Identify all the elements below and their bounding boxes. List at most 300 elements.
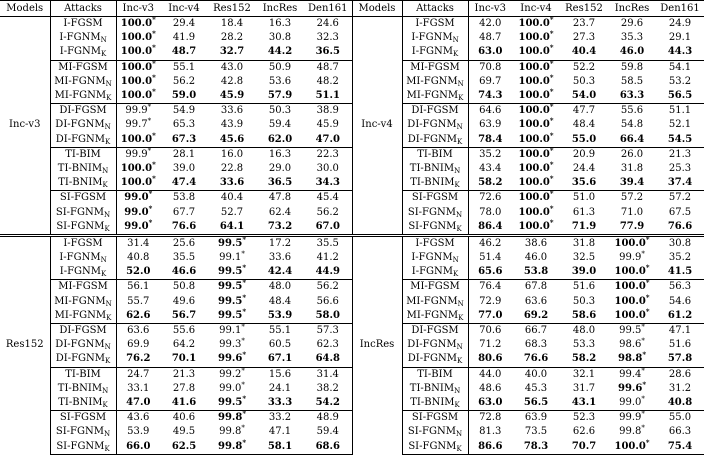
cell-value: 33.6	[268, 252, 292, 264]
value-cell-right	[512, 265, 560, 280]
attack-label: DI-FGNM	[55, 353, 106, 365]
cell-value: 56.5	[667, 90, 693, 102]
header-den161-left: Den161	[304, 1, 352, 17]
cell-value: 58.1	[267, 440, 293, 452]
attack-name-left	[50, 17, 116, 32]
value-cell-left	[208, 251, 256, 265]
value-cell-left	[160, 235, 208, 251]
cell-value: 99.0*	[124, 217, 153, 232]
cell-value: 44.3	[667, 46, 693, 58]
value-cell-right	[656, 280, 704, 295]
value-cell-left	[256, 31, 304, 45]
cell-value: 64.8	[315, 353, 340, 365]
attack-subscript: N	[456, 343, 463, 352]
attack-name-right	[402, 235, 468, 251]
cell-value: 30.8	[268, 32, 292, 44]
cell-value: 100.0*	[518, 145, 554, 160]
cell-value: 32.3	[316, 32, 339, 44]
cell-value: 52.7	[220, 206, 244, 218]
cell-value: 46.0	[619, 46, 645, 58]
cell-value: 45.9	[316, 119, 339, 131]
value-cell-left	[208, 45, 256, 60]
value-cell-left	[208, 205, 256, 219]
asterisk-mark: *	[549, 102, 554, 112]
cell-value: 99.9*	[125, 103, 152, 117]
cell-value: 48.4	[268, 295, 292, 307]
cell-value: 67.1	[267, 353, 293, 365]
cell-value: 78.3	[523, 440, 549, 452]
value-cell-right	[560, 60, 608, 75]
value-cell-left	[304, 191, 352, 206]
value-cell-right	[468, 75, 512, 89]
cell-value: 47.0	[126, 396, 151, 408]
value-cell-left	[256, 367, 304, 382]
value-cell-left	[256, 17, 304, 32]
value-cell-left	[304, 338, 352, 352]
value-cell-right	[468, 265, 512, 280]
value-cell-left	[116, 191, 160, 206]
cell-value: 22.3	[316, 148, 339, 160]
value-cell-left	[304, 425, 352, 439]
attack-name-right	[402, 176, 468, 191]
attack-name-right	[402, 309, 468, 324]
value-cell-right	[468, 133, 512, 148]
cell-value: 70.8	[479, 61, 502, 73]
cell-value: 71.2	[479, 339, 502, 351]
cell-value: 58.2	[571, 353, 597, 365]
value-cell-right	[512, 295, 560, 309]
cell-value: 38.9	[316, 105, 339, 117]
cell-value: 56.2	[316, 206, 339, 218]
attack-subscript: K	[102, 181, 108, 190]
value-cell-right	[560, 338, 608, 352]
cell-value: 46.6	[171, 266, 197, 278]
cell-value: 56.7	[171, 309, 197, 321]
cell-value: 55.1	[268, 325, 292, 337]
attack-name-right	[402, 205, 468, 219]
attack-name-right	[402, 323, 468, 338]
attack-label: DI-FGNM	[407, 353, 458, 365]
cell-value: 35.3	[620, 32, 644, 44]
cell-value: 76.6	[171, 220, 197, 232]
asterisk-mark: *	[147, 146, 152, 155]
cell-value: 62.4	[268, 206, 292, 218]
value-cell-left	[160, 425, 208, 439]
cell-value: 100.0*	[614, 306, 650, 321]
attack-name-left	[50, 280, 116, 295]
value-cell-left	[160, 411, 208, 426]
value-cell-right	[608, 31, 656, 45]
cell-value: 44.2	[267, 46, 293, 58]
value-cell-left	[304, 31, 352, 45]
attack-name-left	[50, 265, 116, 280]
cell-value: 100.0*	[518, 72, 554, 87]
value-cell-right	[656, 60, 704, 75]
cell-value: 48.7	[316, 61, 339, 73]
attack-name-right	[402, 191, 468, 206]
cell-value: 64.6	[479, 105, 502, 117]
cell-value: 62.0	[267, 133, 293, 145]
value-cell-left	[304, 352, 352, 367]
value-cell-left	[116, 352, 160, 367]
attack-subscript: K	[453, 50, 459, 59]
cell-value: 54.5	[667, 133, 693, 145]
asterisk-mark: *	[152, 174, 156, 184]
cell-value: 63.0	[478, 46, 503, 58]
cell-value: 27.3	[572, 32, 596, 44]
cell-value: 99.5*	[619, 323, 645, 337]
cell-value: 24.4	[572, 162, 596, 174]
asterisk-mark: *	[242, 292, 247, 302]
attack-label: I-FGNM	[411, 252, 453, 264]
value-cell-right	[656, 439, 704, 454]
value-cell-right	[608, 367, 656, 382]
attack-label: DI-FGSM	[411, 105, 459, 117]
cell-value: 57.2	[620, 192, 644, 204]
value-cell-right	[656, 396, 704, 411]
value-cell-left	[160, 220, 208, 236]
cell-value: 47.1	[268, 426, 292, 438]
asterisk-mark: *	[242, 278, 247, 288]
value-cell-right	[468, 338, 512, 352]
cell-value: 41.6	[171, 396, 197, 408]
cell-value: 38.6	[524, 237, 548, 249]
cell-value: 43.6	[127, 412, 150, 424]
cell-value: 61.2	[667, 309, 693, 321]
value-cell-right	[560, 220, 608, 236]
asterisk-mark: *	[241, 337, 245, 346]
cell-value: 72.8	[479, 412, 502, 424]
value-cell-right	[468, 352, 512, 367]
attack-subscript: N	[102, 386, 109, 395]
value-cell-right	[512, 367, 560, 382]
value-cell-left	[160, 191, 208, 206]
value-cell-right	[608, 60, 656, 75]
attack-label: MI-FGNM	[406, 75, 458, 87]
cell-value: 44.0	[479, 368, 502, 380]
value-cell-right	[468, 205, 512, 219]
attack-name-right	[402, 367, 468, 382]
value-cell-right	[560, 176, 608, 191]
cell-value: 32.7	[219, 46, 245, 58]
cell-value: 99.9*	[619, 250, 645, 264]
value-cell-right	[468, 295, 512, 309]
asterisk-mark: *	[641, 323, 645, 332]
cell-value: 31.7	[572, 382, 596, 394]
cell-value: 72.6	[479, 192, 502, 204]
cell-value: 20.9	[572, 148, 596, 160]
table-header	[0, 1, 704, 17]
value-cell-left	[116, 295, 160, 309]
cell-value: 48.9	[316, 412, 339, 424]
asterisk-mark: *	[549, 130, 554, 140]
cell-value: 100.0*	[120, 15, 156, 30]
value-cell-left	[256, 439, 304, 454]
attack-subscript: N	[457, 79, 464, 88]
attack-name-left	[50, 396, 116, 411]
attack-label: SI-FGNM	[55, 426, 104, 438]
attack-subscript: K	[456, 224, 462, 233]
attack-subscript: K	[458, 94, 464, 103]
cell-value: 68.3	[524, 339, 548, 351]
value-cell-right	[512, 338, 560, 352]
cell-value: 43.9	[220, 119, 244, 131]
attack-name-right	[402, 220, 468, 236]
value-cell-right	[468, 280, 512, 295]
attack-name-left	[50, 425, 116, 439]
value-cell-right	[608, 323, 656, 338]
cell-value: 59.8	[620, 61, 644, 73]
value-cell-right	[468, 309, 512, 324]
value-cell-left	[304, 45, 352, 60]
attack-label: DI-FGNM	[55, 119, 105, 131]
cell-value: 76.6	[667, 220, 693, 232]
value-cell-left	[116, 235, 160, 251]
value-cell-left	[116, 217, 160, 236]
cell-value: 28.6	[668, 368, 692, 380]
value-cell-right	[656, 17, 704, 32]
attack-label: MI-FGNM	[406, 90, 459, 102]
attack-subscript: K	[457, 137, 463, 146]
value-cell-left	[208, 323, 256, 338]
asterisk-mark: *	[641, 366, 645, 375]
cell-value: 31.2	[668, 382, 692, 394]
cell-value: 99.0*	[219, 380, 245, 394]
value-cell-right	[512, 382, 560, 396]
cell-value: 65.6	[478, 266, 503, 278]
attack-subscript: K	[101, 270, 107, 279]
value-cell-left	[256, 75, 304, 89]
value-cell-right	[656, 220, 704, 236]
value-cell-left	[208, 411, 256, 426]
cell-value: 56.1	[127, 281, 150, 293]
asterisk-mark: *	[242, 306, 247, 316]
value-cell-left	[256, 133, 304, 148]
asterisk-mark: *	[241, 366, 245, 375]
cell-value: 100.0*	[518, 58, 554, 73]
value-cell-right	[608, 118, 656, 132]
value-cell-left	[304, 280, 352, 295]
attack-label: I-FGSM	[415, 18, 455, 30]
table-row	[0, 235, 704, 251]
attack-label: SI-FGSM	[59, 412, 107, 424]
value-cell-left	[208, 382, 256, 396]
cell-value: 72.9	[479, 295, 502, 307]
cell-value: 33.3	[267, 396, 293, 408]
attack-label: MI-FGNM	[54, 295, 106, 307]
attack-label: SI-FGSM	[411, 192, 459, 204]
asterisk-mark: *	[242, 393, 247, 403]
cell-value: 100.0*	[518, 159, 554, 174]
asterisk-mark: *	[241, 250, 245, 259]
value-cell-left	[208, 280, 256, 295]
value-cell-right	[608, 176, 656, 191]
cell-value: 100.0*	[614, 437, 650, 452]
value-cell-right	[560, 309, 608, 324]
cell-value: 100.0*	[120, 43, 156, 58]
cell-value: 57.3	[316, 325, 339, 337]
cell-value: 51.4	[479, 252, 502, 264]
asterisk-mark: *	[645, 437, 650, 447]
model-label-left: Inc-v3	[9, 119, 41, 131]
cell-value: 99.1*	[219, 323, 245, 337]
attack-subscript: N	[100, 256, 107, 265]
value-cell-right	[560, 352, 608, 367]
cell-value: 48.4	[572, 119, 596, 131]
cell-value: 58.0	[315, 309, 340, 321]
cell-value: 77.0	[478, 309, 503, 321]
attack-name-left	[50, 60, 116, 75]
value-cell-right	[468, 251, 512, 265]
value-cell-right	[468, 118, 512, 132]
header-models-right: Models	[352, 1, 402, 17]
attack-name-right	[402, 162, 468, 176]
attack-name-left	[50, 205, 116, 219]
asterisk-mark: *	[148, 217, 153, 227]
value-cell-left	[256, 191, 304, 206]
value-cell-right	[656, 382, 704, 396]
attack-label: DI-FGNM	[407, 133, 458, 145]
asterisk-mark: *	[549, 15, 554, 25]
value-cell-left	[116, 382, 160, 396]
value-cell-left	[304, 17, 352, 32]
cell-value: 67.0	[315, 220, 340, 232]
cell-value: 78.4	[478, 133, 503, 145]
value-cell-left	[208, 60, 256, 75]
value-cell-right	[560, 396, 608, 411]
attack-name-left	[50, 31, 116, 45]
attack-subscript: N	[454, 386, 461, 395]
header-res152-right: Res152	[560, 1, 608, 17]
cell-value: 99.1*	[219, 250, 245, 264]
value-cell-left	[208, 393, 256, 411]
attack-subscript: K	[454, 181, 460, 190]
cell-value: 100.0*	[518, 43, 554, 58]
cell-value: 99.8*	[217, 437, 247, 452]
attack-label: MI-FGNM	[406, 295, 458, 307]
value-cell-left	[256, 280, 304, 295]
attack-label: DI-FGNM	[55, 339, 105, 351]
value-cell-right	[608, 306, 656, 324]
value-cell-right	[656, 31, 704, 45]
attack-subscript: N	[105, 299, 112, 308]
attack-label: I-FGNM	[59, 46, 101, 58]
cell-value: 99.5*	[217, 278, 247, 293]
value-cell-left	[256, 338, 304, 352]
value-cell-left	[304, 382, 352, 396]
asterisk-mark: *	[152, 87, 156, 97]
cell-value: 63.9	[524, 412, 548, 424]
cell-value: 100.0*	[120, 29, 156, 44]
cell-value: 100.0*	[518, 102, 554, 117]
asterisk-mark: *	[152, 43, 156, 53]
value-cell-left	[304, 147, 352, 162]
asterisk-mark: *	[241, 380, 245, 389]
value-cell-right	[468, 439, 512, 454]
value-cell-right	[608, 89, 656, 104]
cell-value: 99.6*	[217, 350, 247, 365]
asterisk-mark: *	[152, 58, 156, 68]
attack-label: TI-BNIM	[410, 177, 455, 189]
value-cell-left	[256, 235, 304, 251]
cell-value: 47.7	[572, 105, 596, 117]
value-cell-left	[160, 205, 208, 219]
cell-value: 48.6	[479, 382, 502, 394]
attack-label: MI-FGSM	[410, 281, 460, 293]
asterisk-mark: *	[152, 15, 156, 25]
cell-value: 100.0*	[120, 130, 156, 145]
attack-subscript: N	[105, 79, 112, 88]
cell-value: 68.6	[315, 440, 340, 452]
value-cell-left	[208, 292, 256, 309]
value-cell-left	[304, 265, 352, 280]
value-cell-left	[116, 338, 160, 352]
cell-value: 63.6	[127, 325, 150, 337]
attack-subscript: K	[105, 137, 111, 146]
attack-subscript: K	[457, 357, 463, 366]
value-cell-right	[560, 205, 608, 219]
attack-label: SI-FGNM	[55, 206, 104, 218]
cell-value: 26.0	[620, 148, 644, 160]
value-cell-right	[468, 31, 512, 45]
cell-value: 24.9	[668, 18, 692, 30]
value-cell-right	[608, 396, 656, 411]
attack-name-left	[50, 338, 116, 352]
value-cell-right	[608, 104, 656, 119]
value-cell-left	[208, 191, 256, 206]
attack-subscript: N	[455, 210, 463, 219]
attack-subscript: N	[454, 166, 461, 175]
cell-value: 99.5*	[217, 263, 247, 278]
cell-value: 62.6	[126, 309, 151, 321]
cell-value: 40.4	[571, 46, 597, 58]
value-cell-right	[468, 89, 512, 104]
value-cell-right	[656, 118, 704, 132]
cell-value: 55.0	[668, 412, 692, 424]
cell-value: 35.2	[668, 252, 692, 264]
model-label-left: Res152	[0, 235, 50, 454]
cell-value: 50.9	[268, 61, 292, 73]
cell-value: 55.6	[620, 105, 644, 117]
attack-subscript: N	[452, 36, 459, 45]
asterisk-mark: *	[549, 116, 554, 126]
cell-value: 53.9	[127, 426, 150, 438]
value-cell-right	[468, 220, 512, 236]
attack-label: DI-FGNM	[407, 119, 457, 131]
asterisk-mark: *	[148, 189, 153, 199]
value-cell-left	[304, 118, 352, 132]
asterisk-mark: *	[242, 437, 247, 447]
value-cell-left	[116, 367, 160, 382]
cell-value: 54.9	[172, 105, 196, 117]
value-cell-left	[208, 367, 256, 382]
table-row	[0, 17, 704, 32]
value-cell-left	[256, 220, 304, 236]
value-cell-left	[304, 411, 352, 426]
value-cell-right	[656, 295, 704, 309]
asterisk-mark: *	[641, 250, 645, 259]
value-cell-left	[256, 295, 304, 309]
value-cell-right	[656, 367, 704, 382]
value-cell-left	[160, 133, 208, 148]
cell-value: 66.7	[524, 325, 548, 337]
cell-value: 45.4	[316, 192, 339, 204]
asterisk-mark: *	[147, 117, 152, 126]
attack-name-right	[402, 147, 468, 162]
value-cell-left	[208, 75, 256, 89]
attack-label: TI-BNIM	[58, 396, 103, 408]
value-cell-right	[512, 217, 560, 236]
